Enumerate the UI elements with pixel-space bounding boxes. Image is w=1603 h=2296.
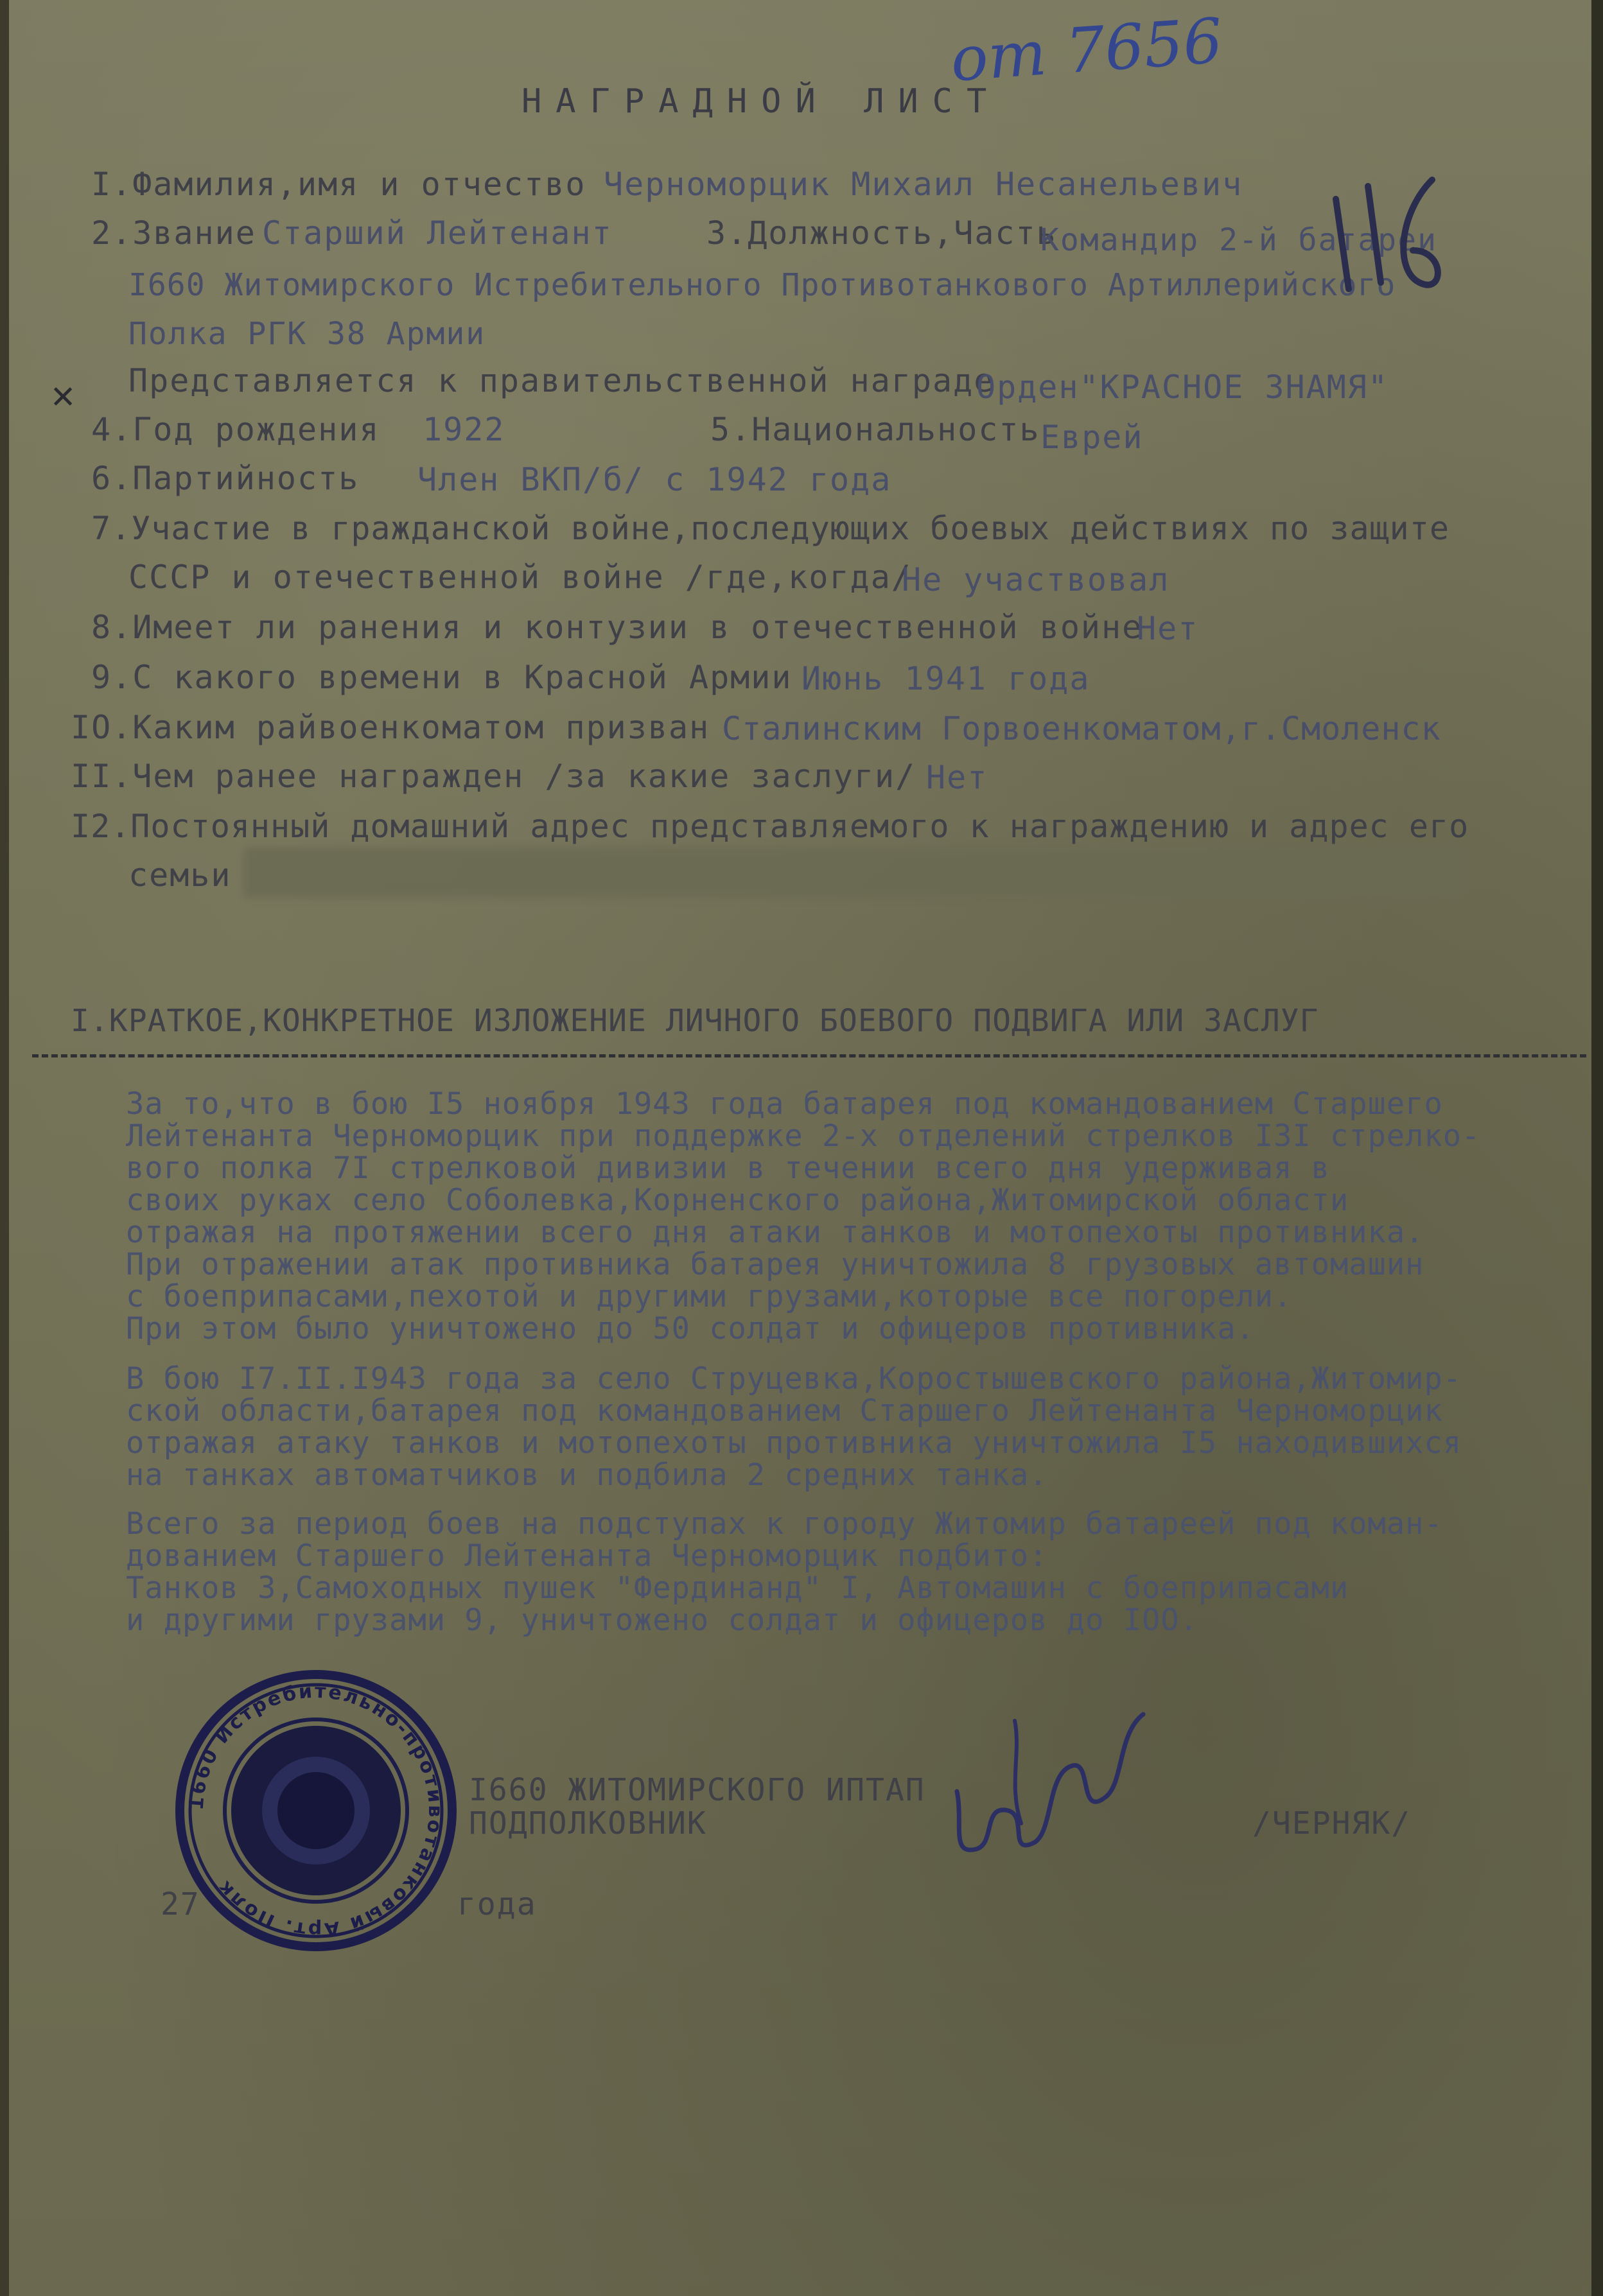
award-value: Орден"КРАСНОЕ ЗНАМЯ" <box>976 369 1389 406</box>
field-8-value: Нет <box>1137 610 1199 647</box>
signature-rank: ПОДПОЛКОВНИК <box>469 1805 707 1841</box>
redacted-address <box>244 848 1464 898</box>
signature-icon <box>938 1695 1169 1888</box>
archive-note: от 7656 <box>948 4 1225 96</box>
field-10-value: Сталинским Горвоенкоматом,г.Смоленск <box>722 710 1441 747</box>
field-10-label: IO.Каким райвоенкоматом призван <box>71 709 710 746</box>
field-2-value: Старший Лейтенант <box>262 214 613 252</box>
field-7-value: Не участвовал <box>902 561 1170 598</box>
narrative-line: и другими грузами 9, уничтожено солдат и офицеров до IOO. <box>126 1603 1198 1638</box>
field-7-label-b: СССР и отечественной войне /где,когда/ <box>128 559 912 596</box>
narrative-line: отражая на протяжении всего дня атаки танков и мотопехоты противника. <box>126 1215 1424 1250</box>
margin-check-mark: ✕ <box>51 372 75 417</box>
field-12-label-a: I2.Постоянный домашний адрес представляемого к награждению и адрес его <box>71 808 1469 845</box>
signature-date-year: года <box>457 1886 537 1922</box>
section-divider <box>32 1054 1586 1057</box>
field-9-value: Июнь 1941 года <box>802 660 1091 697</box>
narrative-line: В бою I7.II.I943 года за село Струцевка,Коростышевского района,Житомир- <box>126 1361 1462 1396</box>
award-label: Представляется к правительственной награде <box>128 362 995 399</box>
narrative-line: на танках автоматчиков и подбила 2 средних танка. <box>126 1457 1048 1493</box>
field-3-label: 3.Должность,Часть <box>706 214 1057 252</box>
section-heading: I.КРАТКОЕ,КОНКРЕТНОЕ ИЗЛОЖЕНИЕ ЛИЧНОГО БОЕВОГО ПОДВИГА ИЛИ ЗАСЛУГ <box>71 1003 1319 1039</box>
field-8-label: 8.Имеет ли ранения и контузии в отечественной войне <box>91 609 1143 646</box>
document-title: НАГРАДНОЙ ЛИСТ <box>521 82 1001 121</box>
seal-icon <box>168 1663 464 1958</box>
narrative-line: Лейтенанта Черноморцик при поддержке 2-х отделений стрелков I3I стрелко- <box>126 1118 1481 1154</box>
handwritten-signature <box>938 1695 1169 1888</box>
narrative-line: При отражении атак противника батарея уничтожила 8 грузовых автомашин <box>126 1247 1424 1282</box>
field-1-value: Черноморцик Михаил Несанельевич <box>604 166 1243 203</box>
field-7-label-a: 7.Участие в гражданской войне,последующих боевых действиях по защите <box>91 510 1450 547</box>
signature-unit: I660 ЖИТОМИРСКОГО ИПТАП <box>469 1772 925 1808</box>
field-1-label: I.Фамилия,имя и отчество <box>91 166 586 203</box>
field-6-value: Член ВКП/б/ с 1942 года <box>417 461 892 498</box>
scan-edge-left <box>0 0 9 2296</box>
seal-text: 1660 Истребительно-противотанковый Арт. Полк <box>185 1680 447 1942</box>
field-2-label: 2.Звание <box>91 214 256 252</box>
field-3-value-b: I660 Житомирского Истребительного Противотанкового Артиллерийского <box>128 267 1396 303</box>
field-4-value: 1922 <box>423 411 505 448</box>
narrative-line: отражая атаку танков и мотопехоты противника уничтожила I5 находившихся <box>126 1425 1462 1461</box>
narrative-line: с боеприпасами,пехотой и другими грузами,которые все погорели. <box>126 1279 1293 1314</box>
narrative-line: вого полка 7I стрелковой дивизии в течении всего дня удерживая в <box>126 1151 1330 1186</box>
narrative-line: За то,что в бою I5 ноября 1943 года батарея под командованием Старшего <box>126 1086 1443 1122</box>
narrative-line: своих руках село Соболевка,Корненского района,Житомирской области <box>126 1183 1349 1218</box>
narrative-line: ской области,батарея под командованием Старшего Лейтенанта Черноморцик <box>126 1393 1443 1429</box>
field-3-value-c: Полка РГК 38 Армии <box>128 316 486 352</box>
scan-edge-right <box>1591 0 1603 2296</box>
narrative-line: Всего за период боев на подступах к городу Житомир батареей под коман- <box>126 1506 1443 1542</box>
signature-date-day: 27 <box>161 1886 200 1922</box>
field-5-label: 5.Национальность <box>710 411 1040 448</box>
field-11-value: Нет <box>926 759 988 796</box>
field-4-label: 4.Год рождения <box>91 411 380 448</box>
narrative-line: Танков 3,Самоходных пушек "Фердинанд" I, Автомашин с боеприпасами <box>126 1570 1349 1606</box>
margin-page-mark <box>1323 173 1451 315</box>
field-12-label-b: семьи <box>128 857 232 894</box>
handwritten-mark-icon <box>1323 173 1451 315</box>
field-6-label: 6.Партийность <box>91 460 360 497</box>
field-5-value: Еврей <box>1040 419 1144 456</box>
narrative-line: При этом было уничтожено до 50 солдат и офицеров противника. <box>126 1311 1255 1346</box>
signature-name: /ЧЕРНЯК/ <box>1252 1805 1412 1841</box>
field-9-label: 9.С какого времени в Красной Армии <box>91 659 793 696</box>
narrative-line: дованием Старшего Лейтенанта Черноморцик подбито: <box>126 1538 1048 1574</box>
field-11-label: II.Чем ранее награжден /за какие заслуги/ <box>71 758 916 795</box>
official-seal <box>168 1663 464 1958</box>
field-3-value-a: Командир 2-й батареи <box>1040 222 1437 258</box>
